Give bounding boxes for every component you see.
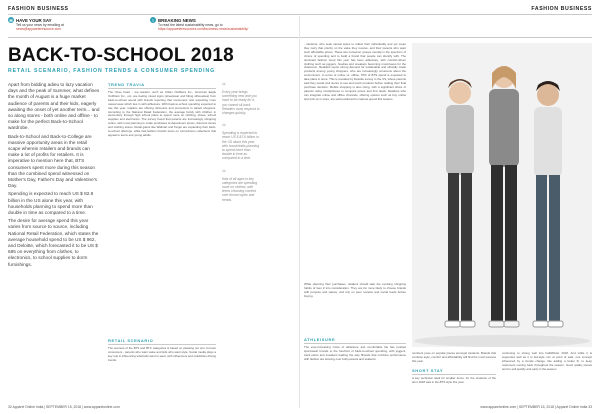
body-text: The 'three basic - top leaders, such as Urban Outfitters Inc., American Eagle Outfitters Inc., etc. are feeling mixed signs (streetwear and fitting silhouettes) from back-to-school spend with brands reporting that consumers now expecting more casual wear which ties in with athleisure. With back-to-school spending expected to rise this year, retailers are offering discounts and promotions to attract shoppers. According to the National Retail Federation, the average family with children in elementary through high school plans to spend more on clothing, shoes, school supplies and electronics. The survey found that parents are increasingly shopping online, with most planning to make purchases at department stores, discount stores and clothing stores. Retail giants like Walmart and Target are expanding their back-to-school offerings, while fast-fashion brands focus on trend-driven collections that appeal to teens and young adults. <box>108 91 216 137</box>
quote-mark-icon: “ <box>222 82 226 91</box>
students-illustration <box>412 43 592 347</box>
article-title: BACK-TO-SCHOOL 2018 <box>8 45 234 66</box>
pull-quote: Spending is expected to reach US $ 82.8 billion in the US alone this year, with households planning to spend more than double in time as compared to a time. <box>222 131 260 161</box>
section-rule <box>108 344 216 345</box>
news-email-link[interactable]: news@appareleresource.com <box>16 27 62 32</box>
section-heading: SHORT STAY <box>412 368 444 373</box>
intro-paragraph: Spending is expected to reach US $ 82.8 billion in the US alone this year, with households planning to spend more than double in time as compared to a time. <box>8 191 94 216</box>
intro-column <box>8 82 100 400</box>
section-rule <box>412 374 496 375</box>
header-divider <box>8 14 592 15</box>
intro-paragraph: The desire for average spend this year varies from source to source, including National Retail Federation, which states the average household spend to be US $ 962, and Deloitte, which forecasted it to be US $ 685 on everything from clothes, to electronics, to school supplies to dorm furnishings. <box>8 218 99 267</box>
article-column-2 <box>108 82 216 400</box>
news-box-text: Tell us your news by emailing at <box>16 23 64 27</box>
body-text: The success of the BTS and BTC categories is based on pleasing not one, but two consumers - parents who want value and kids who want style. Social media plays a key role in influencing what kids want to wear, with influencers and celebrities driving trends. <box>108 346 216 362</box>
left-section-header: FASHION BUSINESS <box>8 6 69 12</box>
left-page-footer: 32 Apparel Online India | SEPTEMBER 15, 2018 | www.apparelonline.com <box>8 405 120 409</box>
speech-bubble-icon: ✉ <box>9 17 13 23</box>
article-subtitle: RETAIL SCENARIO, FASHION TRENDS & CONSUMER SPENDING <box>8 68 216 74</box>
body-text: numbers pose on popular pieces amongst students. Brands that combine style, comfort and affordability will find the most success this year. <box>412 352 496 363</box>
news-box-title: BREAKING NEWS <box>158 17 196 23</box>
body-text: - students, who seek casual styles to reflect their individuality and yet mean they carry that priority on the value they receive, and their parents who want such affordable prices. These two consumer groups overlap in the spectrum of choice of spending and to build a brand that people can identify with. The dominant fashion trend this year has been athleisure, with comfort-driven clothing such as joggers, hoodies and sneakers becoming must-haves for the classroom. Retailers report strong demand for sustainable and ethically made products among young shoppers, who are increasingly conscious about the environment. In terms of online vs. offline, 57% of BTS spend is expected to take place in store. This is revealed by Deloitte survey in the US, where parents said they would visit stores to see and touch products before making their final purchase decision. Mobile shopping is also rising, with a significant share of parents using smartphones to compare prices and find deals. Retailers who can integrate online and offline channels, offering options such as buy online and pick up in store, are well positioned to capture spend this season. <box>304 43 406 101</box>
section-heading: ATHLEISURE <box>304 337 336 342</box>
body-text: continuing to strong well into Fall/Winter 2018. And while it is supported well as it is kid-style mix at point of sale, one concept influenced by a simple change, like adding a better fit, to keep customers coming back throughout the season. Good quality pieces tend to sell quickly and early in the season. <box>502 352 592 371</box>
article-column-5 <box>502 352 592 400</box>
news-url-link[interactable]: https://appareleresources.com/business-news/sustainability/ <box>158 27 249 32</box>
article-column-3 <box>304 43 406 400</box>
pull-quote: Every year brings something new and you have to be ready for it, you cannot sit back. Retailers must respond to changes quickly. <box>222 90 260 116</box>
intro-paragraph: Back-to-School and Back-to-College are massive opportunity areas in the retail scape wherein retailers and brands can make a lot of profits for retailers. It is imperative to mention here that, BTS consumers spent more during this season than the combined spend witnessed on Mother's Day, Father's Day and Valentine's Day. <box>8 133 98 189</box>
news-box-text: To read the latest sustainability news, go to <box>158 23 223 27</box>
section-heading: RETAIL SCENARIO <box>108 338 154 343</box>
section-heading: TREND TRAVIA <box>108 82 145 87</box>
section-rule <box>304 343 406 344</box>
right-section-header: FASHION BUSINESS <box>531 6 592 12</box>
page-gutter <box>299 16 300 408</box>
students-photo <box>412 43 592 347</box>
news-box-breaking-news <box>150 17 450 32</box>
pull-quote-column <box>222 82 260 400</box>
body-text: While planning their purchases, retailers should take the evolving shopping habits of Gen Z into consideration. They are far more likely to choose brands with purpose and values, and rely on peer reviews and social feeds before buying. <box>304 283 406 298</box>
news-icon: ≡ <box>151 17 155 23</box>
quote-mark-icon: “ <box>222 122 226 133</box>
body-text: A key technical retail for smaller items, for the students of the term 2018 was in the BTS style this year. <box>412 376 496 384</box>
news-box-title: HAVE YOUR SAY <box>16 17 52 23</box>
news-box-have-your-say <box>8 17 148 32</box>
body-text: The ever-increasing craze of athleisure and comfortable fits has pushed sportswear brands to the forefront of back-to-school spending, with joggers, track pants and sneakers leading the way. Brands that combine performance with fashion are winning over both parents and students. <box>304 345 406 361</box>
pull-quote: Kids of all ages in key categories are spending more on clothes, with teens choosing comfort over formal styles and trends. <box>222 176 258 202</box>
article-column-4 <box>412 352 496 400</box>
news-divider <box>8 37 592 38</box>
right-page-footer: www.apparelonline.com | SEPTEMBER 15, 2018 | Apparel Online India 33 <box>480 405 592 409</box>
section-rule <box>108 88 216 89</box>
intro-paragraph: Apart from bidding adieu to lazy vacation days and the peak of Summer, what defines the month of August is a huge market audience of parents and their kids, eagerly awaiting the onset of yet another term... and so along stores - both online and offline - to make for the perfect Back-to-School wardrobe. <box>8 82 100 131</box>
quote-mark-icon: “ <box>222 167 226 178</box>
